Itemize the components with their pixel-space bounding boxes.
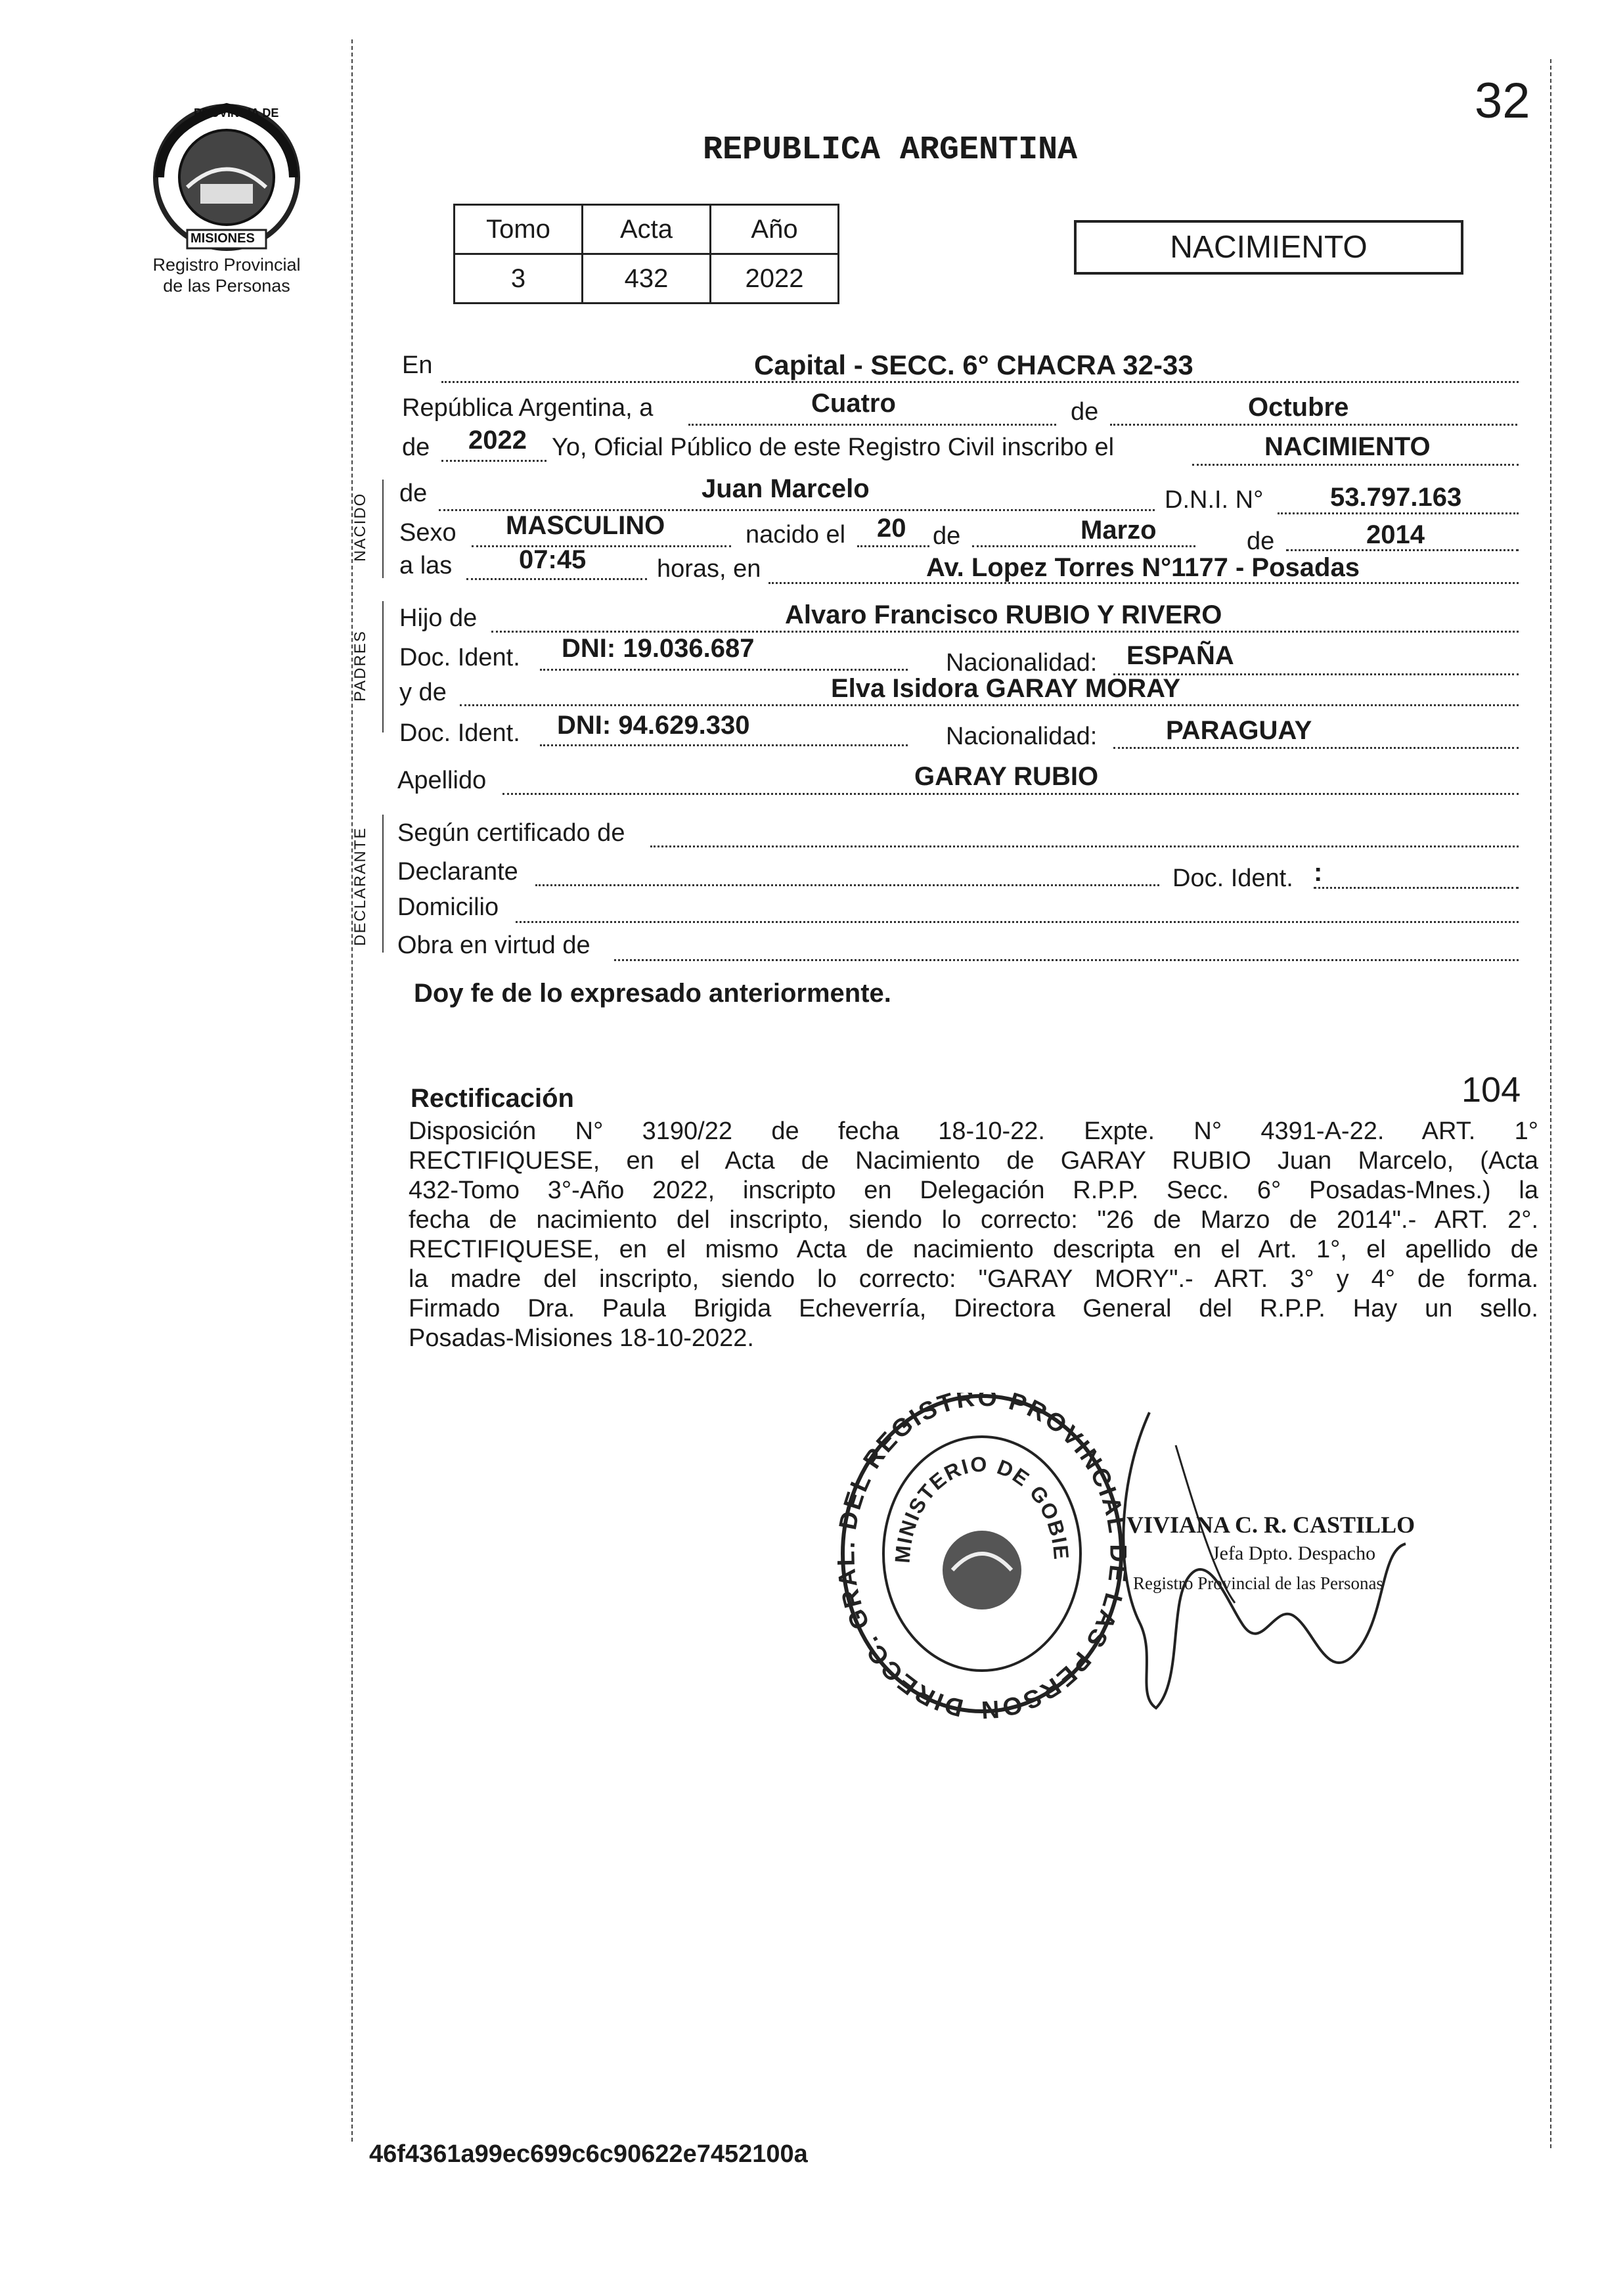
value-mother-doc: DNI: 94.629.330 xyxy=(557,711,750,740)
value-apellido: GARAY RUBIO xyxy=(914,762,1099,791)
rectificacion-title: Rectificación xyxy=(411,1084,574,1113)
dots-mother xyxy=(460,704,1519,706)
dots-segun xyxy=(650,845,1519,847)
rectificacion-body xyxy=(409,1117,1538,1353)
label-sexo: Sexo xyxy=(399,519,457,547)
value-year: 2022 xyxy=(468,426,527,455)
side-label-padres: PADRES xyxy=(351,630,369,702)
record-type-box: NACIMIENTO xyxy=(1074,220,1463,275)
rectificacion-number: 104 xyxy=(1461,1070,1521,1110)
document-hash: 46f4361a99ec699c6c90622e7452100a xyxy=(369,2140,808,2168)
dots-decl-doc xyxy=(1314,887,1519,889)
dots-month xyxy=(1110,424,1517,426)
label-republica: República Argentina, a xyxy=(402,394,654,422)
label-declarante: Declarante xyxy=(397,858,518,886)
rect-line-8: Posadas-Misiones 18-10-2022. xyxy=(409,1324,754,1352)
dots-sexo xyxy=(472,545,731,547)
header-tomo: Tomo xyxy=(455,205,583,254)
value-acta: 432 xyxy=(583,254,711,304)
value-mother-nat: PARAGUAY xyxy=(1166,716,1312,745)
label-horas-en: horas, en xyxy=(657,555,761,583)
right-margin-line xyxy=(1550,59,1551,2148)
value-dni: 53.797.163 xyxy=(1330,483,1462,512)
value-birth-month: Marzo xyxy=(1080,516,1157,545)
label-hijo-de: Hijo de xyxy=(399,604,478,632)
dots-father-doc xyxy=(540,669,908,671)
dots-time xyxy=(466,578,647,580)
value-time: 07:45 xyxy=(519,545,587,574)
registry-line-2: de las Personas xyxy=(163,276,290,296)
padres-bracket xyxy=(382,601,384,732)
value-mother: Elva Isidora GARAY MORAY xyxy=(831,674,1181,703)
dots-inscribo xyxy=(1192,464,1519,466)
rect-line-3: 432-Tomo 3°-Año 2022, inscripto en Delegación R.P.P. Secc. 6° Posadas-Mnes.) la xyxy=(409,1177,1538,1204)
dots-en xyxy=(441,381,1519,383)
label-y-de: y de xyxy=(399,679,447,706)
label-en: En xyxy=(402,351,433,379)
official-name: VIVIANA C. R. CASTILLO xyxy=(1126,1512,1415,1538)
side-label-nacido: NACIDO xyxy=(351,492,369,562)
stamp-inner-text: MINISTERIO DE GOBIE xyxy=(890,1452,1074,1564)
rect-line-7: Firmado Dra. Paula Brigida Echeverría, Directora General del R.P.P. Hay un sello. xyxy=(409,1295,1538,1322)
value-birth-day: 20 xyxy=(877,514,906,543)
handwritten-signature xyxy=(1077,1406,1471,1721)
rect-line-6: la madre del inscripto, siendo lo correcto: "GARAY MORY".- ART. 3° y 4° de forma. xyxy=(409,1265,1538,1293)
label-nac-father: Nacionalidad: xyxy=(946,649,1098,677)
dots-birth-day xyxy=(857,545,929,547)
nacido-bracket xyxy=(382,480,384,578)
dots-father xyxy=(491,631,1519,633)
doy-fe-text: Doy fe de lo expresado anteriormente. xyxy=(414,979,891,1008)
header-acta: Acta xyxy=(583,205,711,254)
value-decl-doc: : xyxy=(1314,858,1323,887)
label-nac-mother: Nacionalidad: xyxy=(946,723,1098,750)
dots-mother-nat xyxy=(1113,747,1519,749)
official-office: Registro Provincial de las Personas xyxy=(1133,1573,1383,1593)
declarante-bracket xyxy=(382,815,384,953)
dots-year xyxy=(441,460,546,462)
label-de-birth-month: de xyxy=(933,522,961,550)
label-segun: Según certificado de xyxy=(397,819,625,847)
label-dni: D.N.I. N° xyxy=(1165,486,1264,514)
registry-line-1: Registro Provincial xyxy=(152,255,301,275)
value-day: Cuatro xyxy=(811,389,896,418)
label-nacido-el: nacido el xyxy=(746,521,846,549)
value-month: Octubre xyxy=(1248,393,1349,422)
page-number: 32 xyxy=(1475,73,1530,129)
label-de-birth-year: de xyxy=(1247,528,1275,555)
dots-domicilio xyxy=(516,921,1519,923)
rect-line-2: RECTIFIQUESE, en el Acta de Nacimiento de GARAY RUBIO Juan Marcelo, (Acta xyxy=(409,1147,1538,1175)
record-table xyxy=(453,204,839,304)
label-de-name: de xyxy=(399,480,428,507)
rect-line-4: fecha de nacimiento del inscripto, siendo lo correcto: "26 de Marzo de 2014".- ART. 2°. xyxy=(409,1206,1538,1234)
dots-dni xyxy=(1278,512,1519,514)
official-title: Jefa Dpto. Despacho xyxy=(1212,1542,1376,1564)
left-margin-line xyxy=(351,39,353,2142)
header-anio: Año xyxy=(711,205,839,254)
label-a-las: a las xyxy=(399,552,453,579)
value-en: Capital - SECC. 6° CHACRA 32-33 xyxy=(754,349,1193,380)
value-place: Av. Lopez Torres N°1177 - Posadas xyxy=(926,553,1360,582)
value-father-doc: DNI: 19.036.687 xyxy=(562,634,755,663)
label-inscribo: Yo, Oficial Público de este Registro Civil inscribo el xyxy=(552,434,1115,461)
label-decl-doc: Doc. Ident. xyxy=(1172,865,1293,892)
value-father-nat: ESPAÑA xyxy=(1126,641,1234,670)
label-de-month: de xyxy=(1071,398,1099,426)
dots-birth-month xyxy=(972,545,1195,547)
side-label-declarante: DECLARANTE xyxy=(351,826,369,946)
stamp-outer-text: DIRECC. GR EL REGISTRO PROVINCIA LAS PERSON xyxy=(837,1393,1126,1721)
value-birth-year: 2014 xyxy=(1366,520,1425,549)
value-inscribo: NACIMIENTO xyxy=(1264,432,1431,461)
dots-day xyxy=(688,424,1056,426)
value-tomo: 3 xyxy=(455,254,583,304)
rect-line-1: Disposición N° 3190/22 de fecha 18-10-22. Expte. N° 4391-A-22. ART. 1° xyxy=(409,1117,1538,1145)
page-title: REPUBLICA ARGENTINA xyxy=(703,131,1078,169)
value-father: Alvaro Francisco RUBIO Y RIVERO xyxy=(785,600,1222,629)
dots-obra xyxy=(614,959,1519,961)
label-doc-father: Doc. Ident. xyxy=(399,644,520,671)
seal-upper-text: PROVINCIA DE xyxy=(194,106,279,120)
label-de-year: de xyxy=(402,434,430,461)
label-domicilio: Domicilio xyxy=(397,893,499,921)
label-apellido: Apellido xyxy=(397,767,487,794)
rect-line-5: RECTIFIQUESE, en el mismo Acta de nacimiento descripta en el Art. 1°, el apellido de xyxy=(409,1236,1538,1263)
value-sexo: MASCULINO xyxy=(506,511,665,540)
label-obra: Obra en virtud de xyxy=(397,932,590,959)
dots-apellido xyxy=(502,793,1519,795)
dots-declarante xyxy=(535,884,1159,886)
value-name: Juan Marcelo xyxy=(702,474,870,503)
value-anio: 2022 xyxy=(711,254,839,304)
label-doc-mother: Doc. Ident. xyxy=(399,719,520,747)
dots-mother-doc xyxy=(540,744,908,746)
seal-lower-text: MISIONES xyxy=(190,231,255,246)
